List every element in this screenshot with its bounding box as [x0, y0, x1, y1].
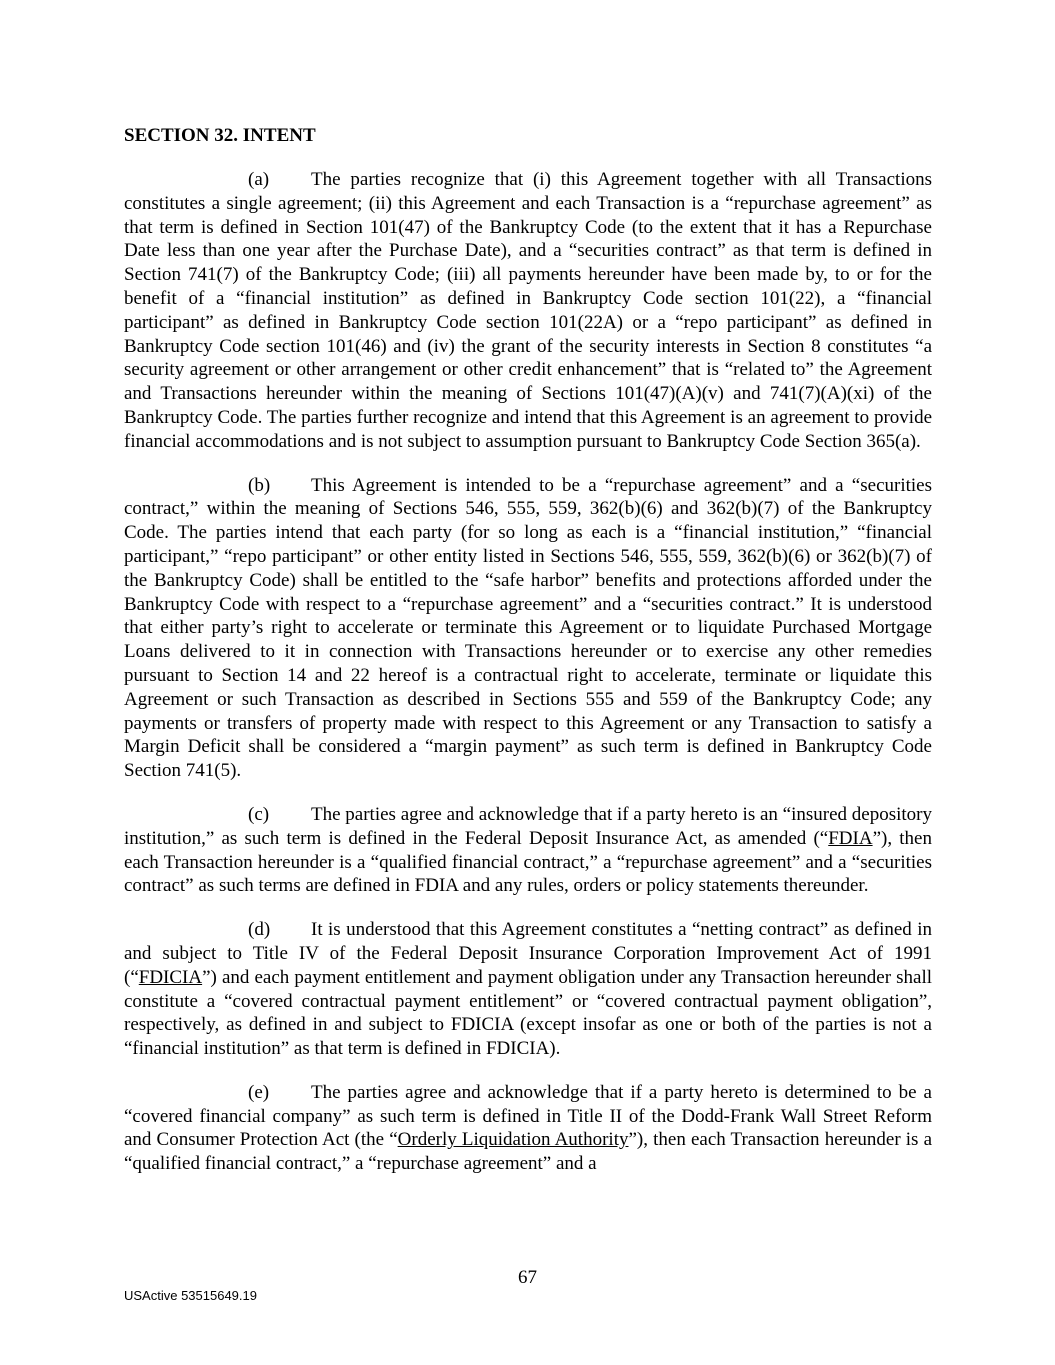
paragraph-text: ”), then each Transaction hereunder is a “qualified financial contract,” a “repurchase agreement” and a: [124, 1129, 933, 1175]
paragraph-label: (b): [248, 474, 271, 496]
paragraph-label: (a): [248, 169, 270, 190]
defined-term: FDIA: [828, 827, 873, 849]
paragraph-label: (e): [248, 1081, 270, 1103]
paragraph-b: [124, 474, 932, 783]
paragraph-text: ”), then each Transaction hereunder is a “qualified financial contract,” a “repurchase agreement” and a “securities contract” as such terms are defined in FDIA and any rules, orders or policy statements thereunder.: [124, 827, 932, 897]
section-heading: SECTION 32. INTENT: [124, 125, 316, 146]
paragraph-a: [124, 168, 932, 454]
paragraph-label: (d): [248, 919, 271, 941]
paragraph-c: [124, 803, 932, 898]
paragraph-e: [124, 1081, 932, 1176]
paragraph-text: It is understood that this Agreement constitutes a “netting contract” as defined in and subject to Title IV of the Federal Deposit Insurance Corporation Improvement Act of 1991 (“: [124, 919, 932, 988]
defined-term: Orderly Liquidation Authority: [397, 1129, 629, 1151]
document-body: [124, 124, 932, 1196]
paragraph-text: ”) and each payment entitlement and payment obligation under any Transaction hereunder shall constitute a “covered contractual payment entitlement” or “covered contractual payment obligation”, respectively, as defined in and subject to FDICIA (except insofar as one or both of the parties is not a “financial institution” as that term is defined in FDICIA).: [124, 966, 932, 1060]
defined-term: FDICIA: [138, 966, 203, 988]
paragraph-text: The parties agree and acknowledge that if a party hereto is determined to be a “covered financial company” as such term is defined in Title II of the Dodd-Frank Wall Street Reform and Consumer Protection Act (the “: [124, 1081, 932, 1151]
paragraph-d: [124, 918, 932, 1061]
paragraph-text: This Agreement is intended to be a “repurchase agreement” and a “securities contract,” within the meaning of Sections 546, 555, 559, 362(b)(6) and 362(b)(7) of the Bankruptcy Code. The parties intend that each party (for so long as each is a “financial institution,” “financial participant,” “repo participant” or other entity listed in Sections 546, 555, 559, 362(b)(6) or 362(b)(7) of the Bankruptcy Code) shall be entitled to the “safe harbor” benefits and protections afforded under the Bankruptcy Code with respect to a “repurchase agreement” and a “securities contract.” It is understood that either party’s right to accelerate or terminate this Agreement or to liquidate Purchased Mortgage Loans delivered to it in connection with Transactions hereunder or to exercise any other remedies pursuant to Section 14 and 22 hereof is a contractual right to accelerate, terminate or liquidate this Agreement or such Transaction as described in Sections 555 and 559 of the Bankruptcy Code; any payments or transfers of property made with respect to this Agreement or any Transaction to satisfy a Margin Deficit shall be considered a “margin payment” as such term is defined in Bankruptcy Code Section 741(5).: [124, 474, 932, 782]
paragraph-text: The parties agree and acknowledge that if a party hereto is an “insured depository institution,” as such term is defined in the Federal Deposit Insurance Act, as amended (“: [124, 803, 932, 849]
paragraph-list: [124, 168, 932, 1176]
document-id: USActive 53515649.19: [124, 1288, 257, 1303]
paragraph-label: (c): [248, 803, 270, 825]
paragraph-text: The parties recognize that (i) this Agreement together with all Transactions constitutes a single agreement; (ii) this Agreement and each Transaction is a “repurchase agreement” as that term is defined in Section 101(47) of the Bankruptcy Code (to the extent that it has a Repurchase Date less than one year after the Purchase Date), and a “securities contract” as that term is defined in Section 741(7) of the Bankruptcy Code; (iii) all payments hereunder have been made by, to or for the benefit of a “financial institution” as defined in Bankruptcy Code section 101(22), a “financial participant” as defined in Bankruptcy Code section 101(22A) or a “repo participant” as defined in Bankruptcy Code section 101(46) and (iv) the grant of the security interests in Section 8 constitutes “a security agreement or other arrangement or other credit enhancement” that is “related to” the Agreement and Transactions hereunder within the meaning of Sections 101(47)(A)(v) and 741(7)(A)(xi) of the Bankruptcy Code. The parties further recognize and intend that this Agreement is an agreement to provide financial accommodations and is not subject to assumption pursuant to Bankruptcy Code Section 365(a).: [124, 169, 932, 452]
page-number: 67: [518, 1267, 537, 1288]
